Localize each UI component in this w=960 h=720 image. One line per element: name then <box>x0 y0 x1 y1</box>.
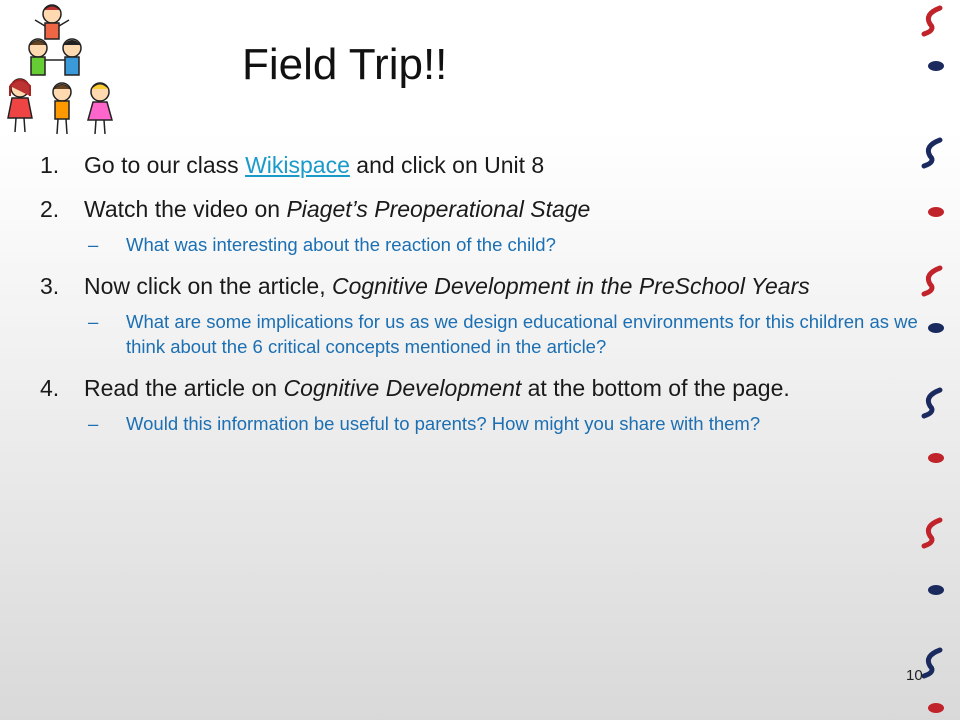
dash-bullet: – <box>88 234 99 255</box>
instruction-list <box>40 150 930 450</box>
item-number: 4. <box>40 375 60 401</box>
item-number: 3. <box>40 273 60 299</box>
item-text: Go to our class <box>84 152 246 178</box>
wikispace-link[interactable]: Wikispace <box>245 152 350 178</box>
dash-bullet: – <box>88 413 99 434</box>
item-text: Read the article on <box>84 375 284 401</box>
sub-question <box>40 411 930 436</box>
article-title: Cognitive Development in the PreSchool Years <box>331 273 810 299</box>
sub-question-text: What are some implications for us as we design educational environments for this children as we think about the 6 critical concepts mentioned in the article? <box>126 311 918 357</box>
item-number: 1. <box>40 152 60 178</box>
video-title: Piaget’s Preoperational Stage <box>286 196 591 222</box>
item-text: Now click on the article, <box>84 273 332 299</box>
list-item <box>40 194 930 224</box>
list-item <box>40 271 930 301</box>
article-title: Cognitive Development <box>283 375 522 401</box>
list-item <box>40 150 930 180</box>
item-text: Watch the video on <box>84 196 287 222</box>
item-number: 2. <box>40 196 60 222</box>
dash-bullet: – <box>88 311 99 332</box>
sub-question <box>40 232 930 257</box>
item-text: at the bottom of the page. <box>521 375 790 401</box>
sub-question <box>40 309 930 359</box>
item-text: and click on Unit 8 <box>349 152 545 178</box>
sub-question-text: Would this information be useful to parents? How might you share with them? <box>126 413 761 434</box>
list-item <box>40 373 930 403</box>
page-number: 10 <box>906 667 923 684</box>
slide-title: Field Trip!! <box>242 40 448 89</box>
sub-question-text: What was interesting about the reaction of the child? <box>126 234 556 255</box>
children-pyramid-clipart <box>0 0 130 140</box>
